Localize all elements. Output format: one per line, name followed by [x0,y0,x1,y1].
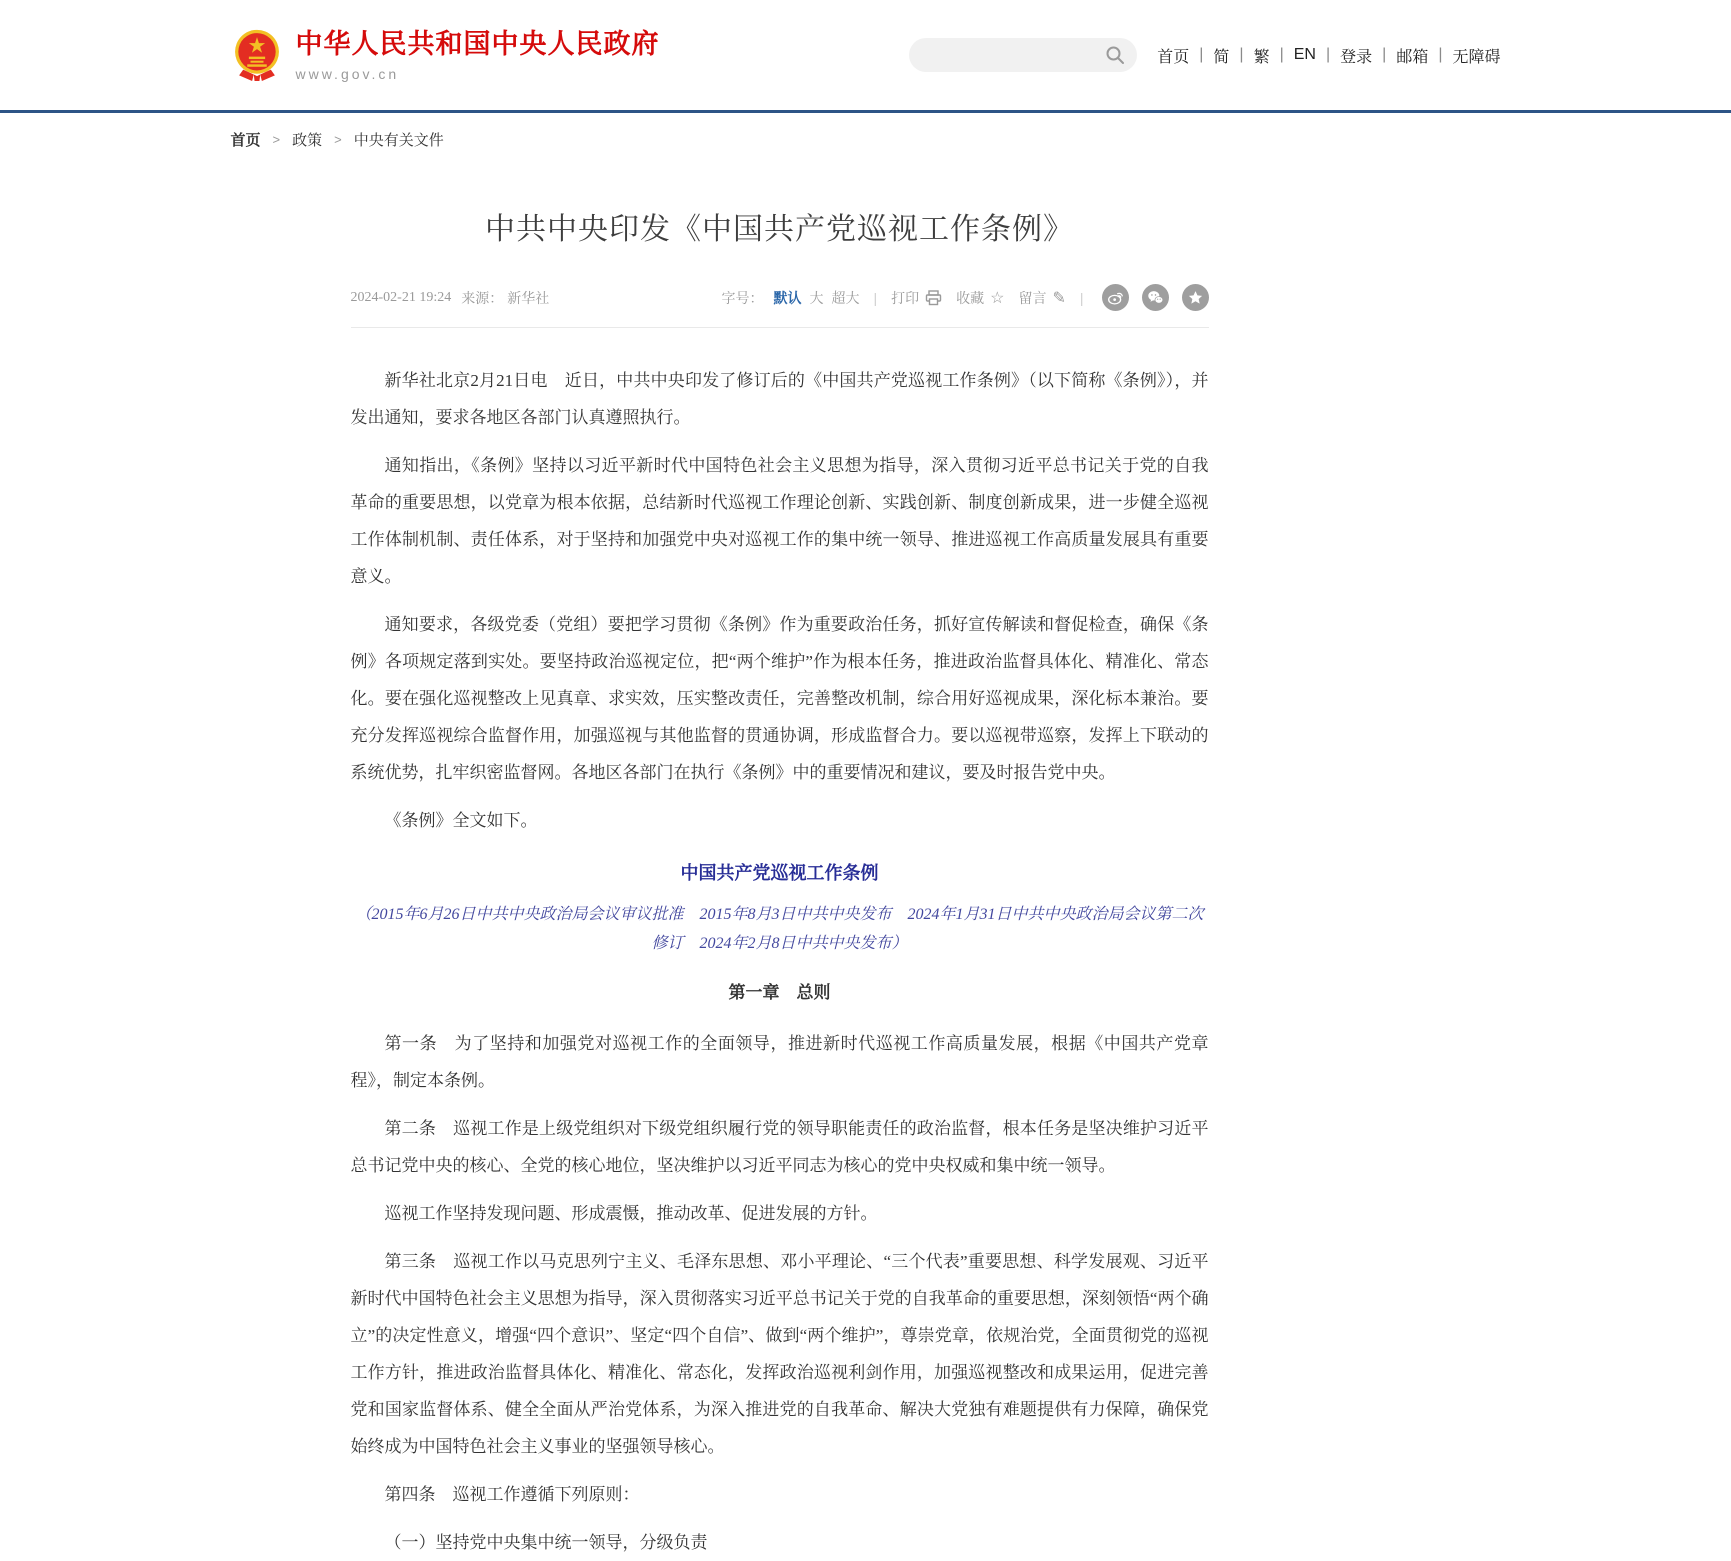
favorite-label: 收藏 [956,289,985,306]
share-bar [1102,284,1209,311]
printer-icon [925,290,942,306]
intro-paragraph: 通知指出，《条例》坚持以习近平新时代中国特色社会主义思想为指导，深入贯彻习近平总书记关于党的自我革命的重要思想，以党章为根本依据，总结新时代巡视工作理论创新、实践创新、制度创新成果，进一步健全巡视工作体制机制、责任体系，对于坚持和加强党中央对巡视工作的集中统一领导、推进巡视工作高质量发展具有重要意义。 [350,456,1209,586]
nav-separator: | [1199,46,1204,63]
nav-mail[interactable]: 邮箱 [1396,48,1429,66]
nav-separator: | [1325,46,1331,63]
regulation-revision-note: （2015年6月26日中共中央政治局会议审议批准 2015年8月3日中共中央发布 2024年1月31日中共中央政治局会议第二次修订 2024年2月8日中共中央发布） [355,906,1204,952]
publish-datetime: 2024-02-21 19:24 [350,289,452,305]
regulation-paragraph: （一）坚持党中央集中统一领导，分级负责 [384,1533,708,1552]
nav-english[interactable]: EN [1293,46,1316,63]
nav-traditional[interactable]: 繁 [1253,48,1270,66]
nav-separator: | [1382,46,1387,63]
nav-accessibility[interactable]: 无障碍 [1452,48,1501,66]
site-title: 中华人民共和国中央人民政府 [295,29,660,60]
breadcrumb-home[interactable]: 首页 [230,132,261,149]
intro-paragraph: 通知要求，各级党委（党组）要把学习贯彻《条例》作为重要政治任务，抓好宣传解读和督促检查，确保《条例》各项规定落到实处。要坚持政治巡视定位，把“两个维护”作为根本任务，推进政治监督具体化、精准化、常态化。要在强化巡视整改上见真章、求实效，压实整改责任，完善整改机制，综合用好巡视成果，深化标本兼治。要充分发挥巡视综合监督作用，加强巡视与其他监督的贯通协调，形成监督合力。要以巡视带巡察，发挥上下联动的系统优势，扎牢织密监督网。各地区各部门在执行《条例》中的重要情况和建议，要及时报告党中央。 [350,615,1209,782]
comment-label: 留言 [1018,289,1047,306]
font-size-default[interactable]: 默认 [773,289,802,306]
source-name: 新华社 [507,291,550,307]
font-size-xlarge[interactable]: 超大 [831,289,860,306]
site-header [0,0,1731,113]
regulation-paragraph: 第三条 巡视工作以马克思列宁主义、毛泽东思想、邓小平理论、“三个代表”重要思想、科学发展观、习近平新时代中国特色社会主义思想为指导，深入贯彻落实习近平总书记关于党的自我革命的重要思想，深刻领悟“两个确立”的决定性意义，增强“四个意识”、坚定“四个自信”、做到“两个维护”，尊崇党章，依规治党，全面贯彻党的巡视工作方针，推进政治监督具体化、精准化、常态化，发挥政治巡视利剑作用，加强巡视整改和成果运用，促进完善党和国家监督体系、健全全面从严治党体系，为深入推进党的自我革命、解决大党独有难题提供有力保障，确保党始终成为中国特色社会主义事业的坚强领导核心。 [350,1252,1209,1456]
source-label: 来源： [461,291,504,307]
nav-separator: | [1438,46,1443,63]
nav-separator: | [1279,46,1284,63]
article-content [351,328,1209,1561]
nav-home[interactable]: 首页 [1157,48,1190,66]
search-input[interactable] [925,47,1105,63]
top-navigation [1157,44,1500,67]
national-emblem-icon [231,27,283,83]
weibo-share-icon[interactable] [1102,284,1129,311]
nav-simplified[interactable]: 简 [1213,48,1230,66]
regulation-paragraph: 巡视工作坚持发现问题、形成震慑，推动改革、促进发展的方针。 [384,1204,878,1223]
regulation-paragraph: 第四条 巡视工作遵循下列原则： [384,1485,640,1504]
site-logo[interactable] [231,27,660,83]
breadcrumb-separator: > [334,132,342,147]
site-url: www.gov.cn [295,65,400,82]
regulation-paragraph: 第二条 巡视工作是上级党组织对下级党组织履行党的领导职能责任的政治监督，根本任务是坚决维护习近平总书记党中央的核心、全党的核心地位，坚决维护以习近平同志为核心的党中央权威和集中统一领导。 [350,1119,1209,1175]
qzone-share-icon[interactable] [1182,284,1209,311]
breadcrumb [231,129,1501,150]
chapter-heading: 第一章 总则 [728,983,831,1002]
pencil-icon: ✎ [1052,289,1066,307]
article-container [351,204,1209,1561]
search-icon[interactable] [1105,45,1125,65]
print-button[interactable] [891,288,942,308]
page-title: 中共中央印发《中国共产党巡视工作条例》 [485,213,1074,246]
intro-paragraph: 《条例》全文如下。 [384,811,538,830]
comment-button[interactable] [1018,288,1065,308]
search-box [909,38,1137,72]
toolbar-separator: | [1079,289,1084,306]
intro-paragraph: 新华社北京2月21日电 近日，中共中央印发了修订后的《中国共产党巡视工作条例》（以下简称《条例》），并发出通知，要求各地区各部门认真遵照执行。 [350,371,1209,427]
font-size-large[interactable]: 大 [809,289,824,306]
regulation-paragraph: 第一条 为了坚持和加强党对巡视工作的全面领导，推进新时代巡视工作高质量发展，根据《中国共产党章程》，制定本条例。 [350,1034,1209,1090]
article-meta-bar [351,284,1209,328]
breadcrumb-separator: > [272,132,281,147]
breadcrumb-current: 中央有关文件 [353,132,444,149]
font-size-label: 字号： [721,289,764,306]
star-icon: ☆ [990,289,1005,307]
breadcrumb-policy[interactable]: 政策 [292,132,323,149]
wechat-share-icon[interactable] [1142,284,1169,311]
regulation-title: 中国共产党巡视工作条例 [680,863,879,883]
favorite-button[interactable] [956,288,1004,308]
toolbar-separator: | [873,289,878,306]
print-label: 打印 [891,289,920,306]
nav-login[interactable]: 登录 [1340,48,1373,66]
nav-separator: | [1239,46,1244,63]
